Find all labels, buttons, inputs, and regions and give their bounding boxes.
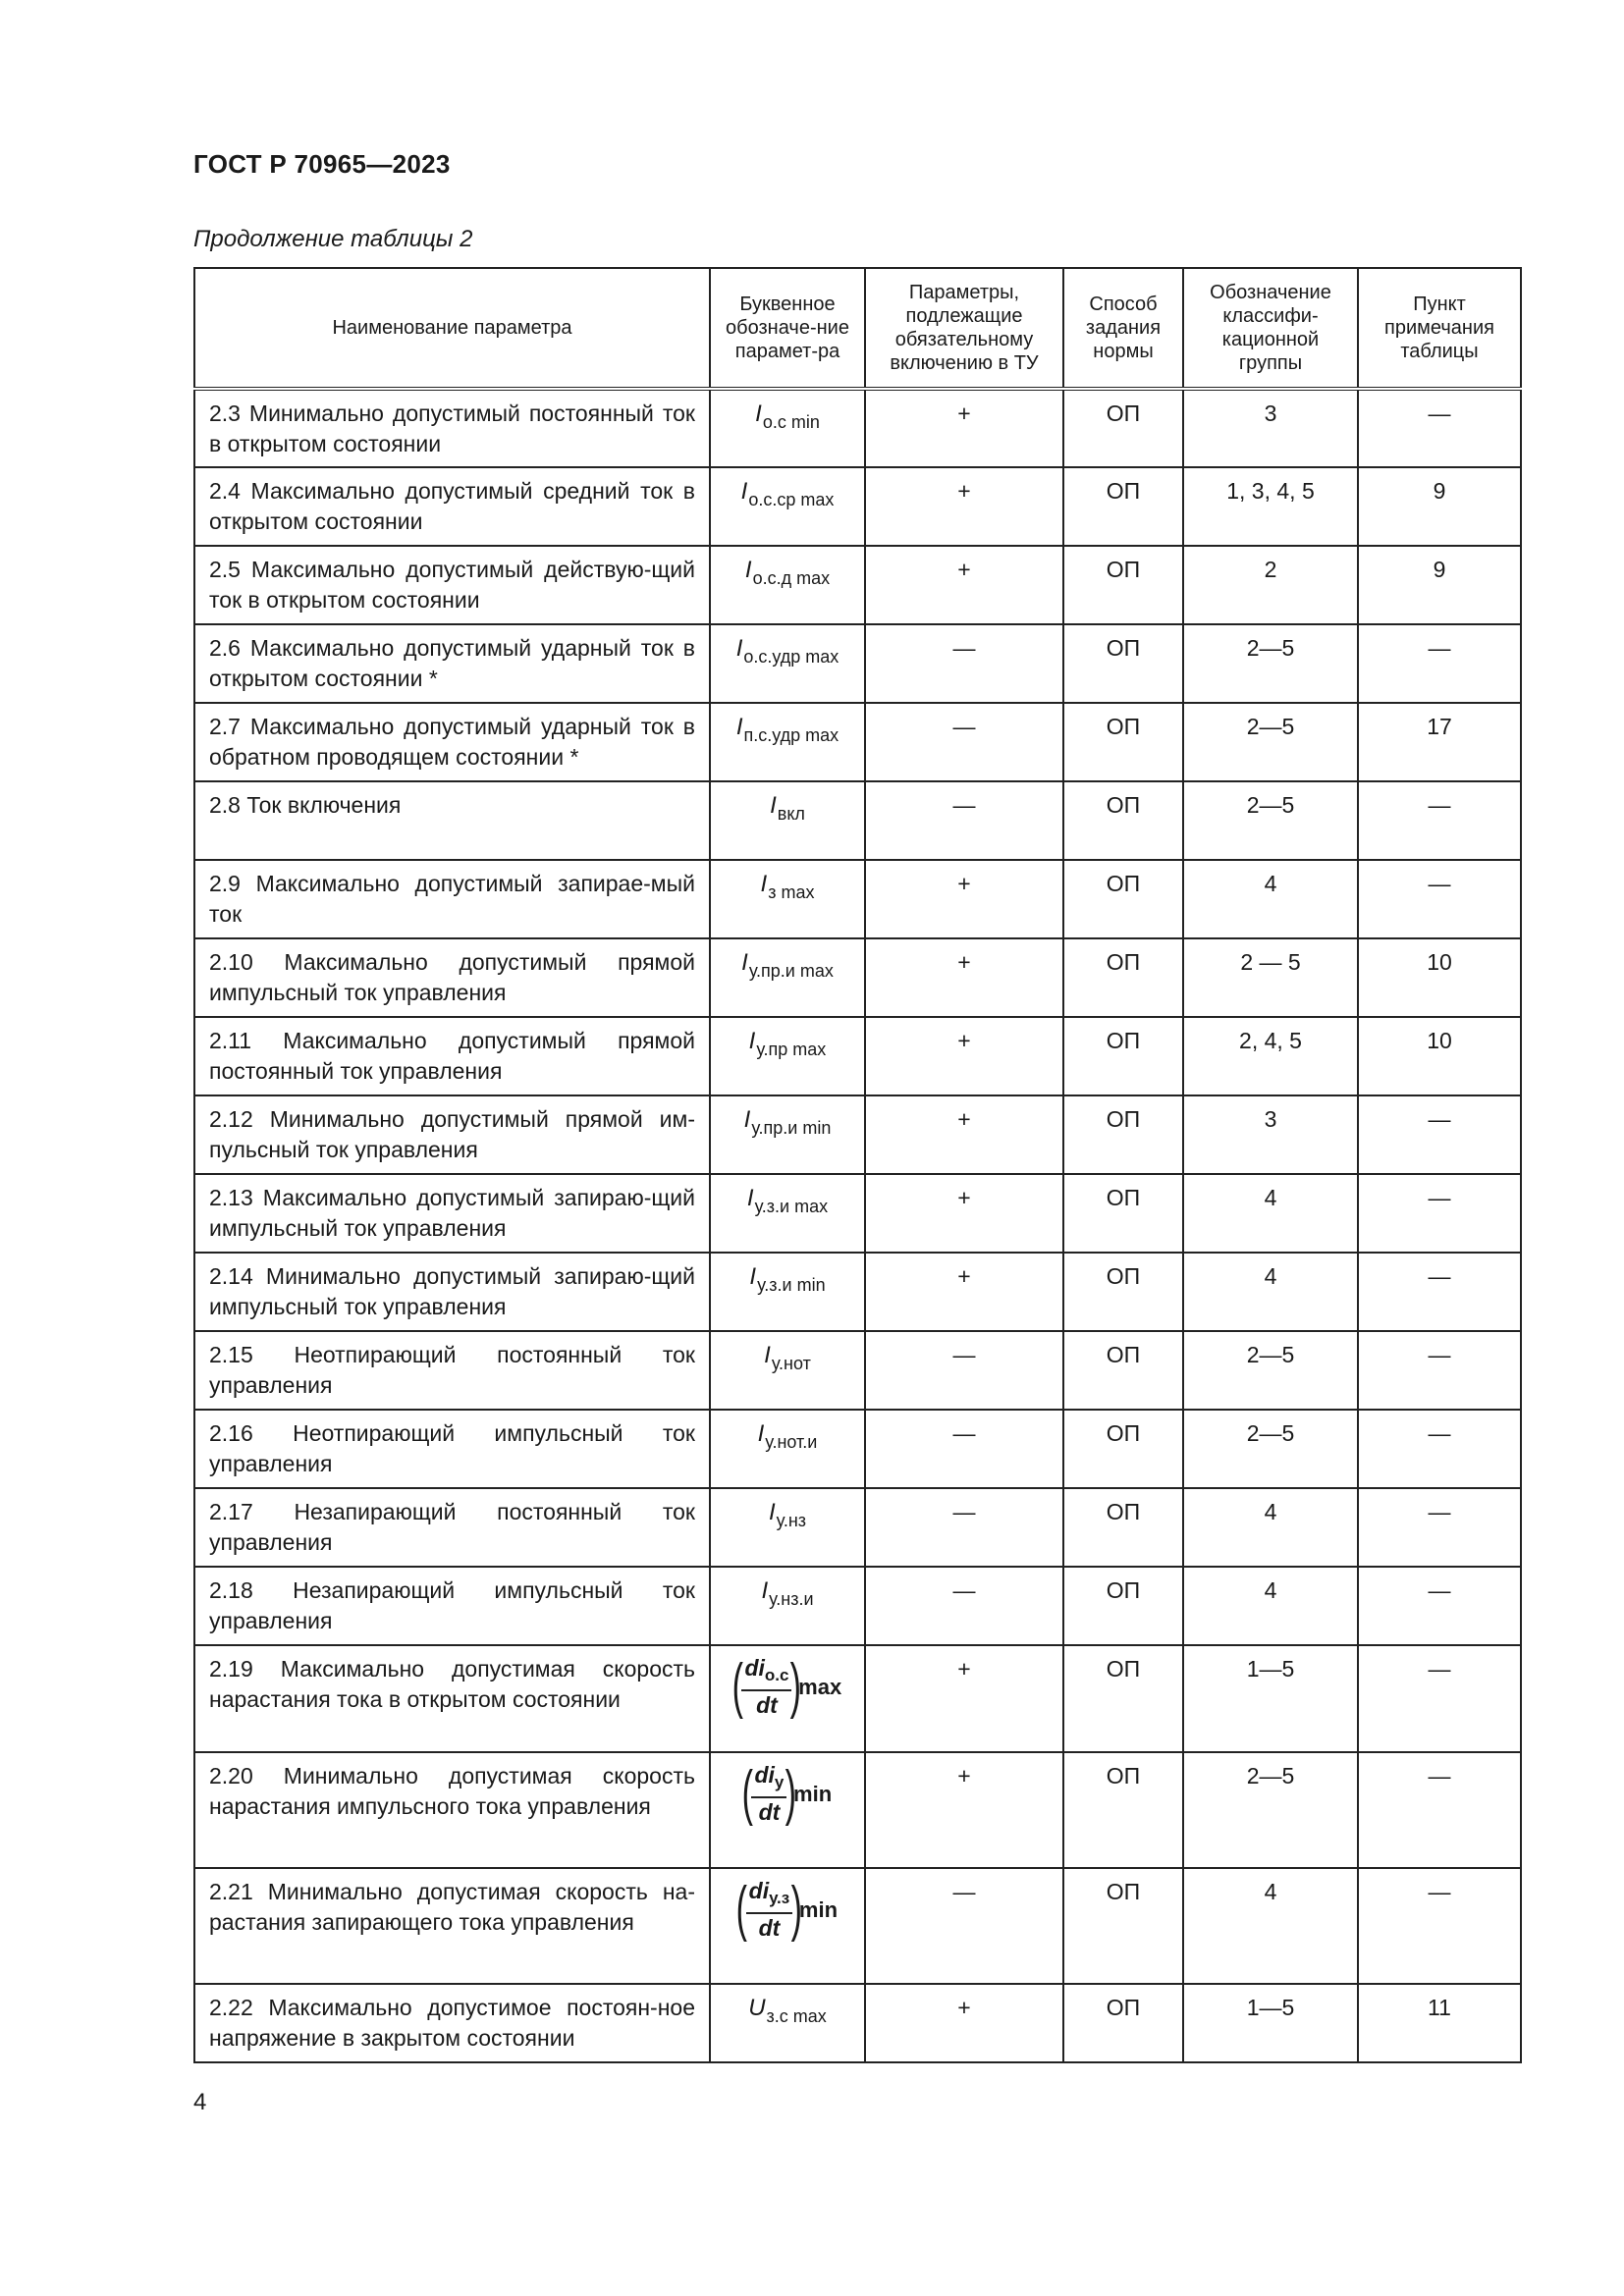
param-symbol	[710, 1410, 865, 1488]
rate-formula	[733, 1654, 841, 1719]
symbol-subscript: у.пр.и min	[751, 1118, 832, 1138]
note-ref-cell: —	[1358, 1174, 1521, 1253]
header-group: Обозначение классифи-кационной группы	[1183, 268, 1358, 389]
table-row	[194, 1017, 1521, 1095]
mandatory-cell: +	[865, 938, 1063, 1017]
note-ref-cell: —	[1358, 781, 1521, 860]
param-symbol	[710, 860, 865, 938]
class-group-cell: 1, 3, 4, 5	[1183, 467, 1358, 546]
symbol-subscript: о.с.удр max	[743, 647, 839, 667]
note-ref-cell: —	[1358, 1752, 1521, 1868]
table-row	[194, 546, 1521, 624]
norm-method-cell: ОП	[1063, 860, 1183, 938]
param-name: 2.18 Незапирающий импульсный ток управления	[194, 1567, 710, 1645]
symbol-letter: I	[740, 478, 748, 505]
symbol-subscript: о.с min	[762, 412, 820, 432]
formula-suffix: max	[798, 1674, 842, 1699]
param-name: 2.19 Максимально допустимая скорость нарастания тока в открытом состоянии	[194, 1645, 710, 1752]
fraction-denominator: dt	[758, 1799, 781, 1825]
param-name: 2.10 Максимально допустимый прямой импульсный ток управления	[194, 938, 710, 1017]
param-name: 2.17 Незапирающий постоянный ток управления	[194, 1488, 710, 1567]
right-paren: )	[785, 1759, 797, 1827]
param-name: 2.4 Максимально допустимый средний ток в открытом состоянии	[194, 467, 710, 546]
norm-method-cell: ОП	[1063, 1174, 1183, 1253]
class-group-cell: 2—5	[1183, 781, 1358, 860]
table-row	[194, 1095, 1521, 1174]
param-name: 2.13 Максимально допустимый запираю-щий импульсный ток управления	[194, 1174, 710, 1253]
note-ref-cell: —	[1358, 1488, 1521, 1567]
norm-method-cell: ОП	[1063, 546, 1183, 624]
mandatory-cell: —	[865, 781, 1063, 860]
note-ref-cell: 9	[1358, 467, 1521, 546]
param-symbol	[710, 546, 865, 624]
norm-method-cell: ОП	[1063, 1567, 1183, 1645]
symbol-subscript: у.нот	[771, 1354, 811, 1373]
note-ref-cell: 11	[1358, 1984, 1521, 2062]
param-name: 2.14 Минимально допустимый запираю-щий импульсный ток управления	[194, 1253, 710, 1331]
symbol-subscript: у.з.и min	[757, 1275, 826, 1295]
table-row	[194, 1174, 1521, 1253]
symbol-letter: I	[768, 1499, 776, 1525]
class-group-cell: 3	[1183, 389, 1358, 467]
class-group-cell: 4	[1183, 1488, 1358, 1567]
class-group-cell: 2, 4, 5	[1183, 1017, 1358, 1095]
header-mandatory: Параметры, подлежащие обязательному включению в ТУ	[865, 268, 1063, 389]
note-ref-cell: 10	[1358, 1017, 1521, 1095]
param-symbol	[710, 1984, 865, 2062]
param-name: 2.20 Минимально допустимая скорость нарастания импульсного тока управления	[194, 1752, 710, 1868]
norm-method-cell: ОП	[1063, 467, 1183, 546]
formula-suffix: min	[798, 1896, 839, 1922]
numerator-subscript: о.с	[764, 1666, 789, 1684]
fraction	[741, 1654, 791, 1719]
norm-method-cell: ОП	[1063, 624, 1183, 703]
symbol-letter: I	[744, 557, 752, 583]
class-group-cell: 2—5	[1183, 624, 1358, 703]
mandatory-cell: +	[865, 1645, 1063, 1752]
mandatory-cell: —	[865, 1868, 1063, 1984]
note-ref-cell: —	[1358, 1331, 1521, 1410]
symbol-subscript: у.нот.и	[765, 1432, 818, 1452]
symbol-subscript: о.с.ср max	[748, 490, 835, 509]
table-row	[194, 1253, 1521, 1331]
symbol-letter: I	[755, 400, 762, 427]
symbol-letter: I	[764, 1342, 771, 1368]
param-symbol	[710, 1567, 865, 1645]
fraction-numerator	[751, 1761, 786, 1798]
norm-method-cell: ОП	[1063, 1488, 1183, 1567]
param-symbol	[710, 1253, 865, 1331]
parameters-table	[193, 267, 1522, 2063]
fraction-numerator	[746, 1877, 793, 1914]
note-ref-cell: 10	[1358, 938, 1521, 1017]
numerator-main: di	[748, 1878, 770, 1903]
symbol-letter: U	[748, 1995, 766, 2021]
norm-method-cell: ОП	[1063, 1984, 1183, 2062]
mandatory-cell: +	[865, 1984, 1063, 2062]
table-row	[194, 1567, 1521, 1645]
table-row	[194, 1488, 1521, 1567]
fraction	[751, 1761, 786, 1826]
class-group-cell: 2—5	[1183, 1410, 1358, 1488]
symbol-subscript: у.пр.и max	[748, 961, 834, 981]
symbol-subscript: вкл	[777, 804, 805, 824]
right-paren: )	[790, 1652, 802, 1720]
formula-suffix: min	[793, 1781, 833, 1806]
param-name: 2.5 Максимально допустимый действую-щий ток в открытом состоянии	[194, 546, 710, 624]
symbol-subscript: у.нз.и	[769, 1589, 814, 1609]
symbol-letter: I	[757, 1420, 765, 1447]
param-name: 2.8 Ток включения	[194, 781, 710, 860]
mandatory-cell: —	[865, 624, 1063, 703]
symbol-subscript: у.пр max	[756, 1040, 827, 1059]
page-number: 4	[193, 2089, 207, 2115]
param-symbol	[710, 1752, 865, 1868]
table-row	[194, 624, 1521, 703]
right-paren: )	[790, 1875, 803, 1943]
header-method: Способ задания нормы	[1063, 268, 1183, 389]
norm-method-cell: ОП	[1063, 389, 1183, 467]
param-symbol	[710, 703, 865, 781]
class-group-cell: 2 — 5	[1183, 938, 1358, 1017]
symbol-letter: I	[760, 871, 768, 897]
table-row	[194, 1752, 1521, 1868]
fraction-numerator	[741, 1654, 791, 1691]
class-group-cell: 2—5	[1183, 703, 1358, 781]
mandatory-cell: —	[865, 703, 1063, 781]
class-group-cell: 4	[1183, 1174, 1358, 1253]
table-header-row	[194, 268, 1521, 389]
symbol-letter: I	[748, 1028, 756, 1054]
note-ref-cell: —	[1358, 860, 1521, 938]
param-symbol	[710, 1095, 865, 1174]
header-note: Пункт примечания таблицы	[1358, 268, 1521, 389]
note-ref-cell: 9	[1358, 546, 1521, 624]
norm-method-cell: ОП	[1063, 1868, 1183, 1984]
numerator-main: di	[744, 1655, 765, 1681]
mandatory-cell: +	[865, 1095, 1063, 1174]
class-group-cell: 2—5	[1183, 1331, 1358, 1410]
left-paren: (	[731, 1652, 743, 1720]
class-group-cell: 1—5	[1183, 1984, 1358, 2062]
rate-formula	[737, 1877, 838, 1942]
note-ref-cell: —	[1358, 1567, 1521, 1645]
table-row	[194, 467, 1521, 546]
note-ref-cell: —	[1358, 1410, 1521, 1488]
mandatory-cell: —	[865, 1488, 1063, 1567]
param-symbol	[710, 1645, 865, 1752]
mandatory-cell: +	[865, 860, 1063, 938]
symbol-letter: I	[741, 949, 748, 976]
table-row	[194, 1331, 1521, 1410]
left-paren: (	[735, 1875, 747, 1943]
table-row	[194, 1645, 1521, 1752]
numerator-subscript: у.з	[769, 1889, 790, 1907]
note-ref-cell: —	[1358, 389, 1521, 467]
rate-formula	[743, 1761, 832, 1826]
param-name: 2.9 Максимально допустимый запирае-мый ток	[194, 860, 710, 938]
fraction-denominator: dt	[756, 1692, 778, 1718]
param-name: 2.6 Максимально допустимый ударный ток в открытом состоянии *	[194, 624, 710, 703]
note-ref-cell: —	[1358, 624, 1521, 703]
table-row	[194, 389, 1521, 467]
symbol-letter: I	[770, 792, 777, 819]
symbol-letter: I	[743, 1106, 751, 1133]
fraction	[746, 1877, 793, 1942]
mandatory-cell: +	[865, 1174, 1063, 1253]
symbol-letter: I	[761, 1577, 769, 1604]
table-continuation-caption: Продолжение таблицы 2	[193, 226, 473, 252]
document-header: ГОСТ Р 70965—2023	[193, 149, 451, 179]
param-name: 2.7 Максимально допустимый ударный ток в обратном проводящем состоянии *	[194, 703, 710, 781]
table-row	[194, 938, 1521, 1017]
norm-method-cell: ОП	[1063, 1331, 1183, 1410]
param-name: 2.21 Минимально допустимая скорость на-растания запирающего тока управления	[194, 1868, 710, 1984]
mandatory-cell: +	[865, 1253, 1063, 1331]
symbol-subscript: у.з.и max	[754, 1197, 829, 1216]
table-row	[194, 781, 1521, 860]
note-ref-cell: —	[1358, 1095, 1521, 1174]
symbol-subscript: о.с.д max	[752, 568, 831, 588]
param-symbol	[710, 624, 865, 703]
norm-method-cell: ОП	[1063, 1752, 1183, 1868]
class-group-cell: 4	[1183, 1567, 1358, 1645]
table-row	[194, 1868, 1521, 1984]
note-ref-cell: —	[1358, 1868, 1521, 1984]
param-name: 2.22 Максимально допустимое постоян-ное напряжение в закрытом состоянии	[194, 1984, 710, 2062]
norm-method-cell: ОП	[1063, 1410, 1183, 1488]
table-row	[194, 1410, 1521, 1488]
symbol-subscript: з max	[768, 882, 815, 902]
class-group-cell: 2—5	[1183, 1752, 1358, 1868]
norm-method-cell: ОП	[1063, 938, 1183, 1017]
mandatory-cell: —	[865, 1567, 1063, 1645]
param-symbol	[710, 1017, 865, 1095]
class-group-cell: 1—5	[1183, 1645, 1358, 1752]
table-row	[194, 703, 1521, 781]
note-ref-cell: —	[1358, 1645, 1521, 1752]
numerator-main: di	[754, 1762, 775, 1788]
mandatory-cell: +	[865, 546, 1063, 624]
param-symbol	[710, 1331, 865, 1410]
mandatory-cell: +	[865, 1752, 1063, 1868]
norm-method-cell: ОП	[1063, 1253, 1183, 1331]
header-symbol: Буквенное обозначе-ние парамет-ра	[710, 268, 865, 389]
norm-method-cell: ОП	[1063, 1645, 1183, 1752]
param-name: 2.3 Минимально допустимый постоянный ток в открытом состоянии	[194, 389, 710, 467]
symbol-letter: I	[746, 1185, 754, 1211]
note-ref-cell: —	[1358, 1253, 1521, 1331]
note-ref-cell: 17	[1358, 703, 1521, 781]
class-group-cell: 4	[1183, 1868, 1358, 1984]
param-symbol	[710, 389, 865, 467]
param-name: 2.16 Неотпирающий импульсный ток управления	[194, 1410, 710, 1488]
symbol-letter: I	[735, 635, 743, 662]
header-name: Наименование параметра	[194, 268, 710, 389]
norm-method-cell: ОП	[1063, 1095, 1183, 1174]
norm-method-cell: ОП	[1063, 1017, 1183, 1095]
mandatory-cell: +	[865, 1017, 1063, 1095]
param-name: 2.11 Максимально допустимый прямой постоянный ток управления	[194, 1017, 710, 1095]
norm-method-cell: ОП	[1063, 703, 1183, 781]
table-row	[194, 1984, 1521, 2062]
class-group-cell: 3	[1183, 1095, 1358, 1174]
table-row	[194, 860, 1521, 938]
param-symbol	[710, 467, 865, 546]
symbol-subscript: у.нз	[776, 1511, 807, 1530]
param-symbol	[710, 1868, 865, 1984]
symbol-subscript: з.с max	[766, 2006, 827, 2026]
param-symbol	[710, 1488, 865, 1567]
norm-method-cell: ОП	[1063, 781, 1183, 860]
mandatory-cell: —	[865, 1410, 1063, 1488]
param-symbol	[710, 781, 865, 860]
numerator-subscript: у	[774, 1773, 785, 1791]
class-group-cell: 2	[1183, 546, 1358, 624]
class-group-cell: 4	[1183, 860, 1358, 938]
mandatory-cell: +	[865, 389, 1063, 467]
class-group-cell: 4	[1183, 1253, 1358, 1331]
param-name: 2.15 Неотпирающий постоянный ток управления	[194, 1331, 710, 1410]
symbol-letter: I	[735, 714, 743, 740]
fraction-denominator: dt	[758, 1915, 781, 1941]
mandatory-cell: —	[865, 1331, 1063, 1410]
param-symbol	[710, 1174, 865, 1253]
mandatory-cell: +	[865, 467, 1063, 546]
symbol-letter: I	[749, 1263, 757, 1290]
param-name: 2.12 Минимально допустимый прямой им-пульсный ток управления	[194, 1095, 710, 1174]
symbol-subscript: п.с.удр max	[743, 725, 839, 745]
left-paren: (	[741, 1759, 753, 1827]
param-symbol	[710, 938, 865, 1017]
